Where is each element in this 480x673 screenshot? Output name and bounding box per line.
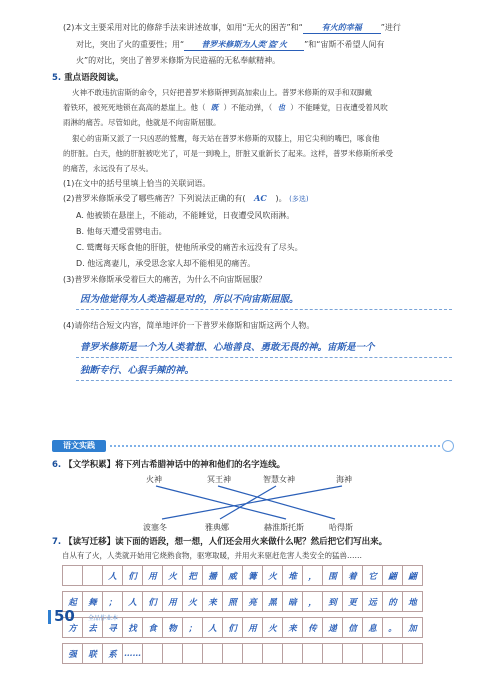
grid-cell (363, 644, 383, 664)
grid-cell: 食 (143, 618, 163, 638)
grid-cell: 递 (323, 618, 343, 638)
grid-cell: 播 (203, 566, 223, 586)
grid-cell: ， (303, 592, 323, 612)
god-top-3: 智慧女神 (263, 475, 295, 484)
section-7-title: 【读写迁移】读下面的语段，想一想，人们还会用火来做什么呢？然后把它们写出来。 (64, 537, 388, 547)
page-number: 50 (54, 607, 75, 625)
grid-cell: 火 (263, 566, 283, 586)
name-bottom-2: 雅典娜 (205, 523, 229, 532)
grid-cell: 们 (143, 592, 163, 612)
grid-cell: ； (183, 618, 203, 638)
god-top-1: 火神 (146, 475, 162, 484)
grid-cell: 更 (343, 592, 363, 612)
grid-cell (183, 644, 203, 664)
god-top-2: 冥王神 (207, 475, 231, 484)
footer-label: 全品作业本 (88, 615, 119, 622)
section-7-passage: 自从有了火，人类就开始用它烧熟食物，驱寒取暖，并用火来驱赶危害人类安全的猛兽…… (62, 551, 362, 560)
grid-cell: 信 (343, 618, 363, 638)
grid-cell: 翩 (403, 566, 423, 586)
grid-cell: 传 (303, 618, 323, 638)
question-5-3-answer: 因为他觉得为人类造福是对的，所以不向宙斯屈服。 (80, 294, 299, 305)
section-5-title: 重点语段阅读。 (64, 73, 124, 83)
q2-line1-a: (2)本文主要采用对比的修辞手法来讲述故事，如用“无火的困苦”和“ (63, 23, 303, 32)
section-7-heading (52, 535, 387, 547)
grid-cell: 围 (323, 566, 343, 586)
grid-cell (303, 644, 323, 664)
question-5-4-answer-line2: 独断专行、心狠手辣的神。 (80, 365, 195, 376)
grid-cell: 寻 (103, 618, 123, 638)
passage-p2-line1: 狠心的宙斯又派了一只凶恶的鹫鹰，每天站在普罗米修斯的双膝上，用它尖利的嘴巴，啄食他 (72, 134, 380, 143)
match-line-sea (162, 486, 342, 519)
option-c: C. 鹫鹰每天啄食他的肝脏，使他所承受的痛苦永远没有了尽头。 (76, 243, 303, 252)
question-5-4-answer-line1: 普罗米修斯是一个为人类着想、心地善良、勇敢无畏的神。宙斯是一个 (80, 342, 375, 353)
section-7-number: 7. (52, 537, 62, 547)
grid-cell: 地 (403, 592, 423, 612)
q2-line1-b: ”进行 (380, 23, 401, 32)
question-5-2-answer: AC (254, 193, 267, 203)
passage-p2-line3: 的痛苦，永远没有了尽头。 (63, 164, 153, 173)
grid-row (63, 644, 423, 664)
grid-cell: 。 (383, 618, 403, 638)
practice-banner: 语文实践 (52, 440, 106, 452)
grid-cell: 暗 (283, 592, 303, 612)
grid-cell: 来 (283, 618, 303, 638)
question-5-2-note: (多选) (289, 195, 309, 203)
blank-answer-1: 既 (210, 103, 219, 112)
option-d: D. 他远离妻儿，承受思念家人却不能相见的痛苦。 (76, 259, 256, 268)
grid-cell: 亮 (243, 592, 263, 612)
grid-cell: 照 (223, 592, 243, 612)
blank-answer-2: 也 (277, 103, 285, 112)
grid-cell: 加 (403, 618, 423, 638)
grid-cell: 黑 (263, 592, 283, 612)
question-5-3: (3)普罗米修斯承受着巨大的痛苦，为什么不向宙斯屈服？ (63, 275, 267, 284)
question-5-2-text: (2)普罗米修斯承受了哪些痛苦？下列说法正确的有( (63, 194, 246, 203)
grid-cell: 联 (83, 644, 103, 664)
grid-cell: 们 (123, 566, 143, 586)
grid-cell: 把 (183, 566, 203, 586)
grid-cell: 舞 (83, 592, 103, 612)
grid-cell: 到 (323, 592, 343, 612)
grid-cell: 起 (63, 592, 83, 612)
grid-cell (203, 644, 223, 664)
grid-cell: 人 (103, 566, 123, 586)
grid-cell: 威 (223, 566, 243, 586)
passage-p1-line2-a: 着铁环，被死死地锁在高高的悬崖上。他（ (63, 103, 206, 112)
option-a: A. 他被锁在悬崖上，不能动，不能睡觉，日夜遭受风吹雨淋。 (76, 211, 295, 220)
grid-cell: 翩 (383, 566, 403, 586)
grid-cell: 方 (63, 618, 83, 638)
grid-cell (263, 644, 283, 664)
god-top-4: 海神 (336, 475, 352, 484)
name-bottom-4: 哈得斯 (329, 523, 353, 532)
grid-cell: 息 (363, 618, 383, 638)
passage-p1-line3: 雨淋的痛苦。尽管如此，他就是不向宙斯屈服。 (63, 118, 221, 127)
grid-cell: 着 (343, 566, 363, 586)
option-b: B. 他每天遭受雷劈电击。 (76, 227, 167, 236)
question-5-4: (4)请你结合短文内容，简单地评价一下普罗米修斯和宙斯这两个人物。 (63, 321, 315, 330)
grid-cell (143, 644, 163, 664)
grid-cell (63, 566, 83, 586)
q2-line2-a: 对比，突出了火的重要性；用“ (76, 40, 185, 49)
grid-cell (323, 644, 343, 664)
grid-cell: 强 (63, 644, 83, 664)
grid-cell: 找 (123, 618, 143, 638)
grid-cell (83, 566, 103, 586)
q2-answer-2: 普罗米修斯为人类‘盗’火 (184, 39, 304, 51)
grid-row (63, 566, 423, 586)
grid-cell: 去 (83, 618, 103, 638)
grid-cell: ， (303, 566, 323, 586)
grid-cell: 系 (103, 644, 123, 664)
grid-cell: 它 (363, 566, 383, 586)
grid-cell (163, 644, 183, 664)
q2-line2-b: ”和“宙斯不希望人间有 (304, 40, 385, 49)
section-5-number: 5. (52, 73, 62, 83)
grid-cell: 用 (243, 618, 263, 638)
grid-cell: 堆 (283, 566, 303, 586)
grid-cell (283, 644, 303, 664)
grid-cell: 的 (383, 592, 403, 612)
passage-p1-line2-c: ）不能睡觉，日夜遭受着风吹 (290, 103, 388, 112)
passage-p1-line2-b: ）不能动弹，（ (223, 103, 273, 112)
grid-cell: 火 (163, 566, 183, 586)
grid-cell: 物 (163, 618, 183, 638)
grid-cell: 远 (363, 592, 383, 612)
passage-p2-line2: 的肝脏。白天，他的肝脏被吃光了，可是一到晚上，肝脏又重新长了起来。这样，普罗米修斯所承受 (63, 149, 393, 158)
q2-line3: 火”的对比，突出了普罗米修斯为民造福的无私奉献精神。 (76, 56, 281, 65)
grid-cell: ； (103, 592, 123, 612)
grid-cell: 火 (263, 618, 283, 638)
grid-cell: 用 (163, 592, 183, 612)
question-5-2-close: )。 (275, 194, 287, 203)
grid-cell (403, 644, 423, 664)
grid-cell (383, 644, 403, 664)
grid-cell (243, 644, 263, 664)
grid-cell: 篝 (243, 566, 263, 586)
grid-cell (223, 644, 243, 664)
footer-accent (48, 610, 51, 624)
grid-cell: 人 (123, 592, 143, 612)
grid-row (63, 592, 423, 612)
section-6-number: 6. (52, 460, 62, 470)
question-5-1: (1)在文中的括号里填上恰当的关联词语。 (63, 179, 211, 188)
q2-answer-1: 有火的幸福 (303, 22, 381, 34)
grid-cell: …… (123, 644, 143, 664)
grid-cell: 人 (203, 618, 223, 638)
passage-p1-line1: 火神不敢违抗宙斯的命令，只好把普罗米修斯押到高加索山上。普罗米修斯的双手和双脚戴 (72, 88, 372, 97)
grid-cell: 火 (183, 592, 203, 612)
grid-cell: 来 (203, 592, 223, 612)
section-6-title: 【文学积累】将下列古希腊神话中的神和他们的名字连线。 (64, 460, 286, 470)
grid-cell: 们 (223, 618, 243, 638)
grid-cell: 用 (143, 566, 163, 586)
grid-cell (343, 644, 363, 664)
name-bottom-3: 赫淮斯托斯 (264, 523, 304, 532)
name-bottom-1: 波塞冬 (143, 523, 167, 532)
